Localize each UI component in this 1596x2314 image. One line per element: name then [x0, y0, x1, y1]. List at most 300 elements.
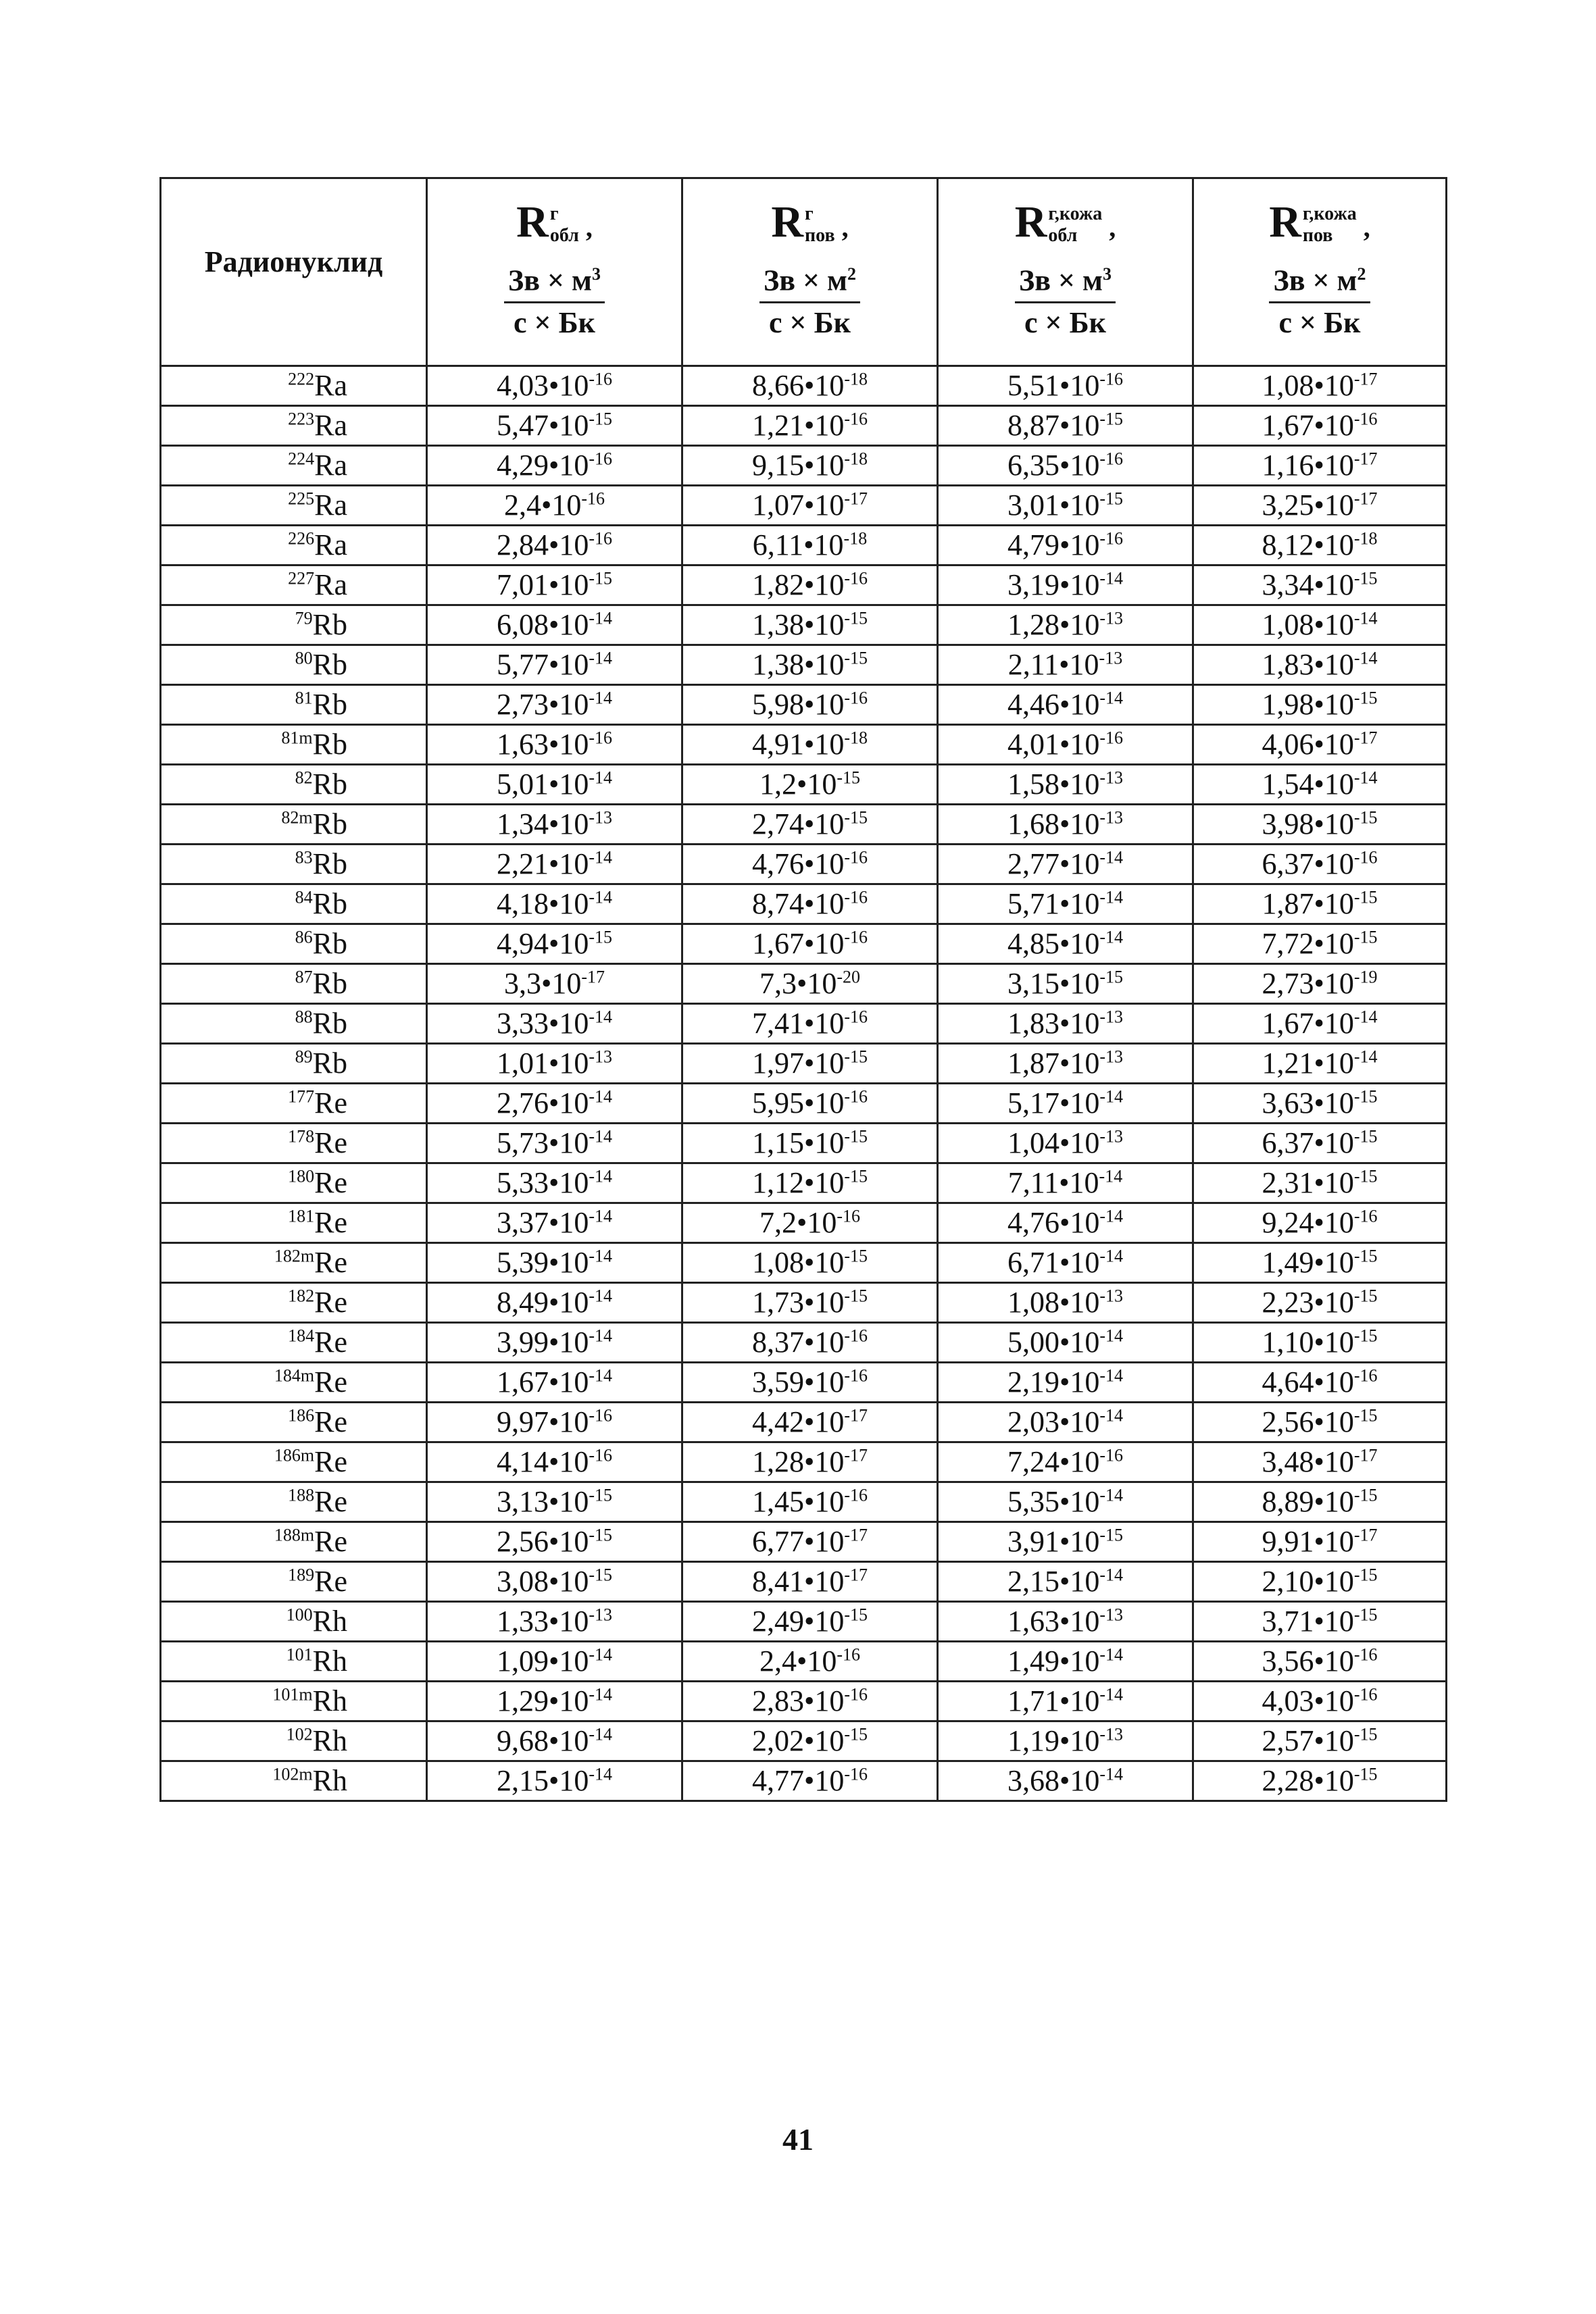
- mantissa: 1,09: [496, 1644, 549, 1678]
- mantissa: 3,15: [1007, 967, 1059, 1000]
- nuclide-cell: [161, 486, 427, 526]
- table-row: [161, 1323, 1447, 1363]
- exponent: -14: [589, 1326, 613, 1346]
- times-ten: •10: [803, 1565, 845, 1598]
- nuclide-cell: [161, 1642, 427, 1682]
- times-ten: •10: [803, 1007, 845, 1040]
- mantissa: 1,67: [751, 927, 804, 960]
- mantissa: 4,85: [1007, 927, 1059, 960]
- nuclide-cell: [161, 1044, 427, 1084]
- mantissa: 2,21: [496, 847, 549, 880]
- times-ten: •10: [1059, 847, 1100, 880]
- element-symbol: Rb: [312, 1047, 347, 1080]
- times-ten: •10: [1059, 1286, 1100, 1319]
- exponent: -17: [1353, 1445, 1378, 1465]
- exponent: -16: [589, 449, 613, 469]
- mass-number: 188: [288, 1485, 315, 1505]
- mantissa: 2,31: [1262, 1166, 1314, 1199]
- exponent: -15: [1099, 409, 1124, 429]
- times-ten: •10: [1059, 409, 1100, 442]
- element-symbol: Rb: [312, 807, 347, 840]
- exponent: -14: [1099, 1086, 1124, 1107]
- times-ten: •10: [803, 847, 845, 880]
- exponent: -18: [1353, 528, 1378, 549]
- exponent: -15: [844, 1246, 868, 1266]
- times-ten: •10: [803, 1126, 845, 1159]
- mantissa: 3,13: [496, 1485, 549, 1518]
- table-row: [161, 366, 1447, 406]
- mantissa: 3,71: [1262, 1605, 1314, 1638]
- mantissa: 5,39: [496, 1246, 549, 1279]
- times-ten: •10: [1059, 1326, 1100, 1359]
- nuclide-cell: [161, 526, 427, 565]
- exponent: -14: [1099, 847, 1124, 867]
- exponent: -15: [1353, 568, 1378, 588]
- mantissa: 3,08: [496, 1565, 549, 1598]
- mass-number: 81: [295, 688, 313, 708]
- times-ten: •10: [1314, 847, 1354, 880]
- exponent: -14: [589, 1206, 613, 1226]
- value-cell: [1193, 1522, 1447, 1562]
- value-cell: [938, 366, 1193, 406]
- times-ten: •10: [548, 449, 589, 482]
- mantissa: 1,08: [1262, 369, 1314, 402]
- mantissa: 5,33: [496, 1166, 549, 1199]
- value-cell: [427, 964, 682, 1004]
- mantissa: 1,87: [1262, 887, 1314, 920]
- mantissa: 2,73: [496, 688, 549, 721]
- mantissa: 4,06: [1262, 728, 1314, 761]
- exponent: -15: [1099, 1525, 1124, 1545]
- exponent: -17: [844, 1405, 868, 1426]
- times-ten: •10: [803, 927, 845, 960]
- exponent: -15: [837, 768, 861, 788]
- table-row: [161, 964, 1447, 1004]
- exponent: -16: [589, 369, 613, 389]
- value-cell: [938, 526, 1193, 565]
- nuclide-cell: [161, 765, 427, 805]
- value-cell: [938, 685, 1193, 725]
- table-row: [161, 1283, 1447, 1323]
- value-cell: [1193, 1044, 1447, 1084]
- exponent: -15: [1099, 488, 1124, 509]
- value-cell: [682, 805, 938, 845]
- exponent: -19: [1353, 967, 1378, 987]
- mass-number: 226: [288, 528, 315, 549]
- mantissa: 4,42: [751, 1405, 804, 1438]
- value-cell: [427, 526, 682, 565]
- mantissa: 2,15: [496, 1764, 549, 1797]
- times-ten: •10: [803, 1605, 845, 1638]
- nuclide-cell: [161, 645, 427, 685]
- exponent: -15: [1353, 1605, 1378, 1625]
- times-ten: •10: [1059, 528, 1100, 561]
- value-cell: [1193, 964, 1447, 1004]
- mantissa: 8,49: [496, 1286, 549, 1319]
- table-row: [161, 1004, 1447, 1044]
- mass-number: 177: [288, 1086, 315, 1107]
- value-cell: [1193, 1562, 1447, 1602]
- value-cell: [427, 1084, 682, 1124]
- exponent: -15: [844, 1047, 868, 1067]
- times-ten: •10: [548, 409, 589, 442]
- times-ten: •10: [1314, 967, 1354, 1000]
- times-ten: •10: [548, 688, 589, 721]
- times-ten: •10: [1314, 488, 1354, 522]
- times-ten: •10: [1059, 1086, 1100, 1120]
- value-cell: [938, 884, 1193, 924]
- value-cell: [938, 605, 1193, 645]
- exponent: -14: [1353, 1047, 1378, 1067]
- value-cell: [427, 1124, 682, 1163]
- element-symbol: Rh: [312, 1684, 347, 1717]
- times-ten: •10: [803, 1485, 845, 1518]
- exponent: -16: [844, 1365, 868, 1386]
- value-cell: [938, 1283, 1193, 1323]
- mantissa: 1,04: [1007, 1126, 1059, 1159]
- nuclide-cell: [161, 1084, 427, 1124]
- exponent: -15: [844, 1605, 868, 1625]
- value-cell: [1193, 645, 1447, 685]
- times-ten: •10: [803, 1365, 845, 1399]
- times-ten: •10: [1314, 528, 1354, 561]
- mass-number: 225: [288, 488, 315, 509]
- times-ten: •10: [548, 1126, 589, 1159]
- table-row: [161, 565, 1447, 605]
- mantissa: 3,68: [1007, 1764, 1059, 1797]
- value-cell: [1193, 1243, 1447, 1283]
- mantissa: 1,34: [496, 807, 549, 840]
- value-cell: [1193, 1482, 1447, 1522]
- times-ten: •10: [1059, 1365, 1100, 1399]
- nuclide-cell: [161, 725, 427, 765]
- nuclide-cell: [161, 366, 427, 406]
- exponent: -15: [844, 1286, 868, 1306]
- value-cell: [938, 486, 1193, 526]
- times-ten: •10: [548, 1326, 589, 1359]
- mantissa: 4,14: [496, 1445, 549, 1478]
- value-cell: [938, 924, 1193, 964]
- element-symbol: Rb: [312, 927, 347, 960]
- value-cell: [682, 1602, 938, 1642]
- exponent: -13: [589, 807, 613, 828]
- nuclide-cell: [161, 1403, 427, 1442]
- times-ten: •10: [803, 1445, 845, 1478]
- mantissa: 1,16: [1262, 449, 1314, 482]
- element-symbol: Re: [314, 1525, 347, 1558]
- value-cell: [682, 1562, 938, 1602]
- times-ten: •10: [803, 608, 845, 641]
- times-ten: •10: [1059, 1405, 1100, 1438]
- exponent: -14: [589, 1166, 613, 1186]
- mantissa: 5,98: [751, 688, 804, 721]
- value-cell: [427, 924, 682, 964]
- exponent: -16: [844, 1086, 868, 1107]
- element-symbol: Re: [314, 1206, 347, 1239]
- table-row: [161, 924, 1447, 964]
- mass-number: 83: [295, 847, 313, 867]
- value-cell: [682, 765, 938, 805]
- mantissa: 1,38: [751, 608, 804, 641]
- exponent: -15: [1353, 1764, 1378, 1784]
- value-cell: [427, 1243, 682, 1283]
- value-cell: [682, 1243, 938, 1283]
- times-ten: •10: [548, 1086, 589, 1120]
- table-row: [161, 526, 1447, 565]
- nuclide-cell: [161, 1283, 427, 1323]
- times-ten: •10: [1059, 488, 1100, 522]
- nuclide-cell: [161, 1682, 427, 1721]
- mass-number: 186m: [274, 1445, 315, 1465]
- times-ten: •10: [1314, 608, 1354, 641]
- value-cell: [427, 645, 682, 685]
- mantissa: 1,28: [1007, 608, 1059, 641]
- times-ten: •10: [1059, 568, 1100, 601]
- exponent: -15: [1353, 1126, 1378, 1147]
- mantissa: 2,76: [496, 1086, 549, 1120]
- exponent: -14: [589, 768, 613, 788]
- times-ten: •10: [1314, 449, 1354, 482]
- value-cell: [1193, 1442, 1447, 1482]
- value-cell: [682, 725, 938, 765]
- times-ten: •10: [548, 1166, 589, 1199]
- exponent: -14: [589, 1086, 613, 1107]
- table-row: [161, 845, 1447, 884]
- nuclide-cell: [161, 1124, 427, 1163]
- times-ten: •10: [1314, 1684, 1354, 1717]
- times-ten: •10: [803, 1405, 845, 1438]
- exponent: -14: [1099, 1326, 1124, 1346]
- mantissa: 1,98: [1262, 688, 1314, 721]
- value-cell: [938, 845, 1193, 884]
- times-ten: •10: [796, 967, 837, 1000]
- mantissa: 7,11: [1007, 1166, 1059, 1199]
- times-ten: •10: [1314, 1485, 1354, 1518]
- times-ten: •10: [541, 967, 582, 1000]
- exponent: -13: [589, 1605, 613, 1625]
- times-ten: •10: [548, 1206, 589, 1239]
- header-r-pov: R г пов , $\frac{Зв \times м^2}{с \times Бк}$: [682, 178, 938, 366]
- times-ten: •10: [1314, 1445, 1354, 1478]
- nuclide-cell: [161, 1004, 427, 1044]
- table-row: [161, 1124, 1447, 1163]
- value-cell: [938, 1243, 1193, 1283]
- mantissa: 2,10: [1262, 1565, 1314, 1598]
- times-ten: •10: [796, 768, 837, 801]
- times-ten: •10: [1059, 887, 1100, 920]
- value-cell: [1193, 725, 1447, 765]
- mantissa: 1,97: [751, 1047, 804, 1080]
- exponent: -14: [1353, 648, 1378, 668]
- exponent: -13: [1099, 1724, 1124, 1744]
- value-cell: [938, 1442, 1193, 1482]
- times-ten: •10: [803, 1047, 845, 1080]
- value-cell: [682, 1682, 938, 1721]
- mantissa: 3,33: [496, 1007, 549, 1040]
- value-cell: [682, 1761, 938, 1801]
- mantissa: 5,95: [751, 1086, 804, 1120]
- nuclide-cell: [161, 964, 427, 1004]
- times-ten: •10: [1314, 1525, 1354, 1558]
- mantissa: 1,08: [751, 1246, 804, 1279]
- exponent: -14: [589, 688, 613, 708]
- value-cell: [427, 1403, 682, 1442]
- value-cell: [682, 964, 938, 1004]
- mass-number: 86: [295, 927, 313, 947]
- mantissa: 5,35: [1007, 1485, 1059, 1518]
- mantissa: 5,47: [496, 409, 549, 442]
- mantissa: 1,33: [496, 1605, 549, 1638]
- element-symbol: Re: [314, 1365, 347, 1399]
- dose-coefficient-table: [159, 177, 1447, 1802]
- value-cell: [682, 446, 938, 486]
- value-cell: [1193, 1682, 1447, 1721]
- value-cell: [682, 1363, 938, 1403]
- times-ten: •10: [548, 528, 589, 561]
- mantissa: 8,37: [751, 1326, 804, 1359]
- page-number: 41: [782, 2122, 814, 2157]
- exponent: -14: [1099, 1684, 1124, 1705]
- mantissa: 3,63: [1262, 1086, 1314, 1120]
- exponent: -16: [581, 488, 605, 509]
- exponent: -16: [589, 528, 613, 549]
- value-cell: [1193, 1642, 1447, 1682]
- mantissa: 5,17: [1007, 1086, 1059, 1120]
- exponent: -14: [1099, 1206, 1124, 1226]
- mantissa: 2,15: [1007, 1565, 1059, 1598]
- table-row: [161, 1721, 1447, 1761]
- table-row: [161, 645, 1447, 685]
- mantissa: 8,12: [1262, 528, 1314, 561]
- exponent: -15: [1353, 1286, 1378, 1306]
- times-ten: •10: [1314, 1405, 1354, 1438]
- mantissa: 5,71: [1007, 887, 1059, 920]
- mantissa: 2,49: [751, 1605, 804, 1638]
- exponent: -16: [844, 1007, 868, 1027]
- mass-number: 184: [288, 1326, 315, 1346]
- times-ten: •10: [803, 807, 845, 840]
- exponent: -14: [1099, 1565, 1124, 1585]
- mantissa: 4,76: [751, 847, 804, 880]
- times-ten: •10: [1059, 1047, 1100, 1080]
- value-cell: [682, 565, 938, 605]
- nuclide-cell: [161, 1562, 427, 1602]
- times-ten: •10: [1059, 1684, 1100, 1717]
- exponent: -17: [844, 1525, 868, 1545]
- mantissa: 8,66: [751, 369, 804, 402]
- times-ten: •10: [1059, 608, 1100, 641]
- nuclide-cell: [161, 1203, 427, 1243]
- mantissa: 2,73: [1262, 967, 1314, 1000]
- element-symbol: Rb: [312, 728, 347, 761]
- exponent: -14: [1353, 768, 1378, 788]
- element-symbol: Ra: [314, 409, 347, 442]
- mantissa: 3,56: [1262, 1644, 1314, 1678]
- mantissa: 6,77: [751, 1525, 804, 1558]
- value-cell: [1193, 526, 1447, 565]
- mantissa: 7,2: [759, 1206, 797, 1239]
- exponent: -18: [844, 449, 868, 469]
- mantissa: 9,68: [496, 1724, 549, 1757]
- times-ten: •10: [803, 409, 845, 442]
- mantissa: 5,77: [496, 648, 549, 681]
- times-ten: •10: [548, 608, 589, 641]
- table-row: [161, 765, 1447, 805]
- exponent: -14: [589, 608, 613, 628]
- exponent: -14: [589, 1286, 613, 1306]
- times-ten: •10: [1314, 1565, 1354, 1598]
- exponent: -15: [589, 1485, 613, 1505]
- nuclide-cell: [161, 446, 427, 486]
- mass-number: 186: [288, 1405, 315, 1426]
- exponent: -14: [1099, 1246, 1124, 1266]
- value-cell: [938, 1363, 1193, 1403]
- mantissa: 1,01: [496, 1047, 549, 1080]
- exponent: -14: [589, 847, 613, 867]
- mantissa: 9,15: [751, 449, 804, 482]
- mass-number: 227: [288, 568, 315, 588]
- exponent: -16: [1353, 409, 1378, 429]
- mass-number: 81m: [281, 728, 313, 748]
- nuclide-cell: [161, 565, 427, 605]
- nuclide-cell: [161, 884, 427, 924]
- mantissa: 1,49: [1262, 1246, 1314, 1279]
- mantissa: 4,79: [1007, 528, 1059, 561]
- mantissa: 1,63: [1007, 1605, 1059, 1638]
- mantissa: 1,67: [1262, 1007, 1314, 1040]
- nuclide-cell: [161, 605, 427, 645]
- exponent: -14: [589, 1644, 613, 1665]
- times-ten: •10: [1059, 1126, 1100, 1159]
- mantissa: 2,03: [1007, 1405, 1059, 1438]
- exponent: -14: [589, 1246, 613, 1266]
- value-cell: [1193, 1203, 1447, 1243]
- element-symbol: Ra: [314, 528, 347, 561]
- mantissa: 6,37: [1262, 1126, 1314, 1159]
- mantissa: 3,91: [1007, 1525, 1059, 1558]
- mass-number: 188m: [274, 1525, 315, 1545]
- mantissa: 1,45: [751, 1485, 804, 1518]
- exponent: -14: [1099, 688, 1124, 708]
- exponent: -15: [1353, 1166, 1378, 1186]
- mass-number: 184m: [274, 1365, 315, 1386]
- times-ten: •10: [1059, 688, 1100, 721]
- exponent: -16: [589, 1445, 613, 1465]
- value-cell: [938, 1602, 1193, 1642]
- value-cell: [1193, 406, 1447, 446]
- mass-number: 84: [295, 887, 313, 907]
- times-ten: •10: [548, 1684, 589, 1717]
- mass-number: 102m: [272, 1764, 313, 1784]
- value-cell: [682, 605, 938, 645]
- nuclide-cell: [161, 1721, 427, 1761]
- exponent: -15: [1099, 967, 1124, 987]
- value-cell: [682, 1044, 938, 1084]
- value-cell: [938, 805, 1193, 845]
- mantissa: 1,07: [751, 488, 804, 522]
- mantissa: 7,41: [751, 1007, 804, 1040]
- times-ten: •10: [803, 688, 845, 721]
- exponent: -14: [1099, 1365, 1124, 1386]
- mantissa: 3,34: [1262, 568, 1314, 601]
- mantissa: 1,82: [751, 568, 804, 601]
- mantissa: 7,01: [496, 568, 549, 601]
- table-row: [161, 685, 1447, 725]
- value-cell: [682, 366, 938, 406]
- exponent: -14: [589, 1007, 613, 1027]
- mantissa: 2,19: [1007, 1365, 1059, 1399]
- exponent: -15: [844, 648, 868, 668]
